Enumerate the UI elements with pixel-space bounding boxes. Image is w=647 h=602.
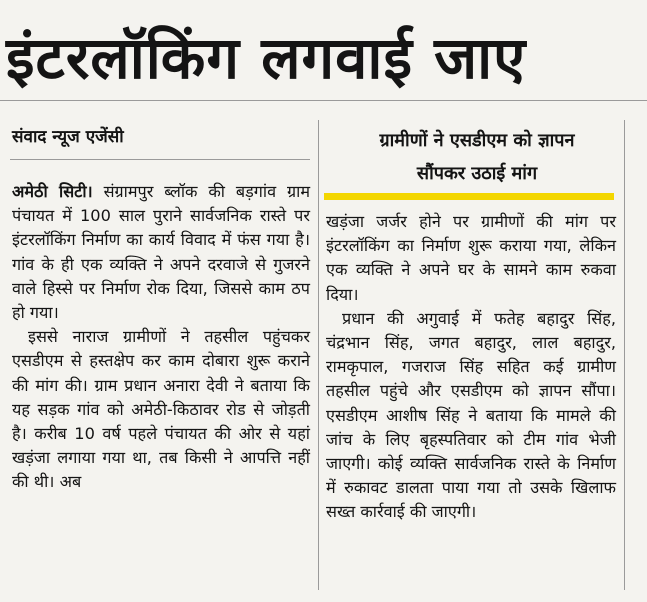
right-paragraph-1: खड़ंजा जर्जर होने पर ग्रामीणों की मांग पर इंटरलॉकिंग का निर्माण शुरू कराया गया, लेकिन एक व्यक्ति ने अपने घर के सामने काम रुकवा दिया। <box>326 212 616 304</box>
highlight-bar <box>324 193 614 200</box>
right-paragraph-2: प्रधान की अगुवाई में फतेह बहादुर सिंह, चंद्रभान सिंह, जगत बहादुर, लाल बहादुर, रामकृपाल, गजराज सिंह सहित कई ग्रामीण तहसील पहुंचे और एसडीएम को ज्ञापन सौंपा। एसडीएम आशीष सिंह ने बताया कि मामले की जांच के लिए बृहस्पतिवार को टीम गांव भेजी जाएगी। कोई व्यक्ति सार्वजनिक रास्ते के निर्माण में रुकावट डालता पाया गया तो उसके खिलाफ सख्त कार्रवाई की जाएगी। <box>326 308 616 522</box>
byline: संवाद न्यूज एजेंसी <box>12 127 124 147</box>
right-edge-divider <box>624 120 625 590</box>
dateline: अमेठी सिटी। <box>12 182 93 201</box>
top-rule <box>0 100 647 101</box>
left-column <box>12 180 310 495</box>
headline: इंटरलॉकिंग लगवाई जाए <box>6 24 527 92</box>
subheadline-line-2: सौंपकर उठाई मांग <box>416 163 538 184</box>
column-divider <box>318 120 319 590</box>
byline-rule <box>10 159 310 160</box>
left-paragraph-2: इससे नाराज ग्रामीणों ने तहसील पहुंचकर एसडीएम से हस्तक्षेप कर काम दोबारा शुरू कराने की मांग की। ग्राम प्रधान अनारा देवी ने बताया कि यह सड़क गांव को अमेठी-किठावर रोड से जोड़ती है। करीब 10 वर्ष पहले पंचायत की ओर से यहां खड़ंजा लगाया गया था, तब किसी ने आपत्ति नहीं की थी। अब <box>12 327 310 492</box>
left-paragraph-1-text: संग्रामपुर ब्लॉक की बड़गांव ग्राम पंचायत में 100 साल पुराने सार्वजनिक रास्ते पर इंटरलॉकिंग निर्माण का कार्य विवाद में फंस गया है। गांव के ही एक व्यक्ति ने अपने दरवाजे से गुजरने वाले हिस्से पर निर्माण रोक दिया, जिससे काम ठप हो गया। <box>12 182 310 323</box>
subheadline-line-1: ग्रामीणों ने एसडीएम को ज्ञापन <box>379 130 575 151</box>
right-column <box>326 210 616 525</box>
subheadline <box>328 124 626 190</box>
left-paragraph-1 <box>12 180 310 325</box>
